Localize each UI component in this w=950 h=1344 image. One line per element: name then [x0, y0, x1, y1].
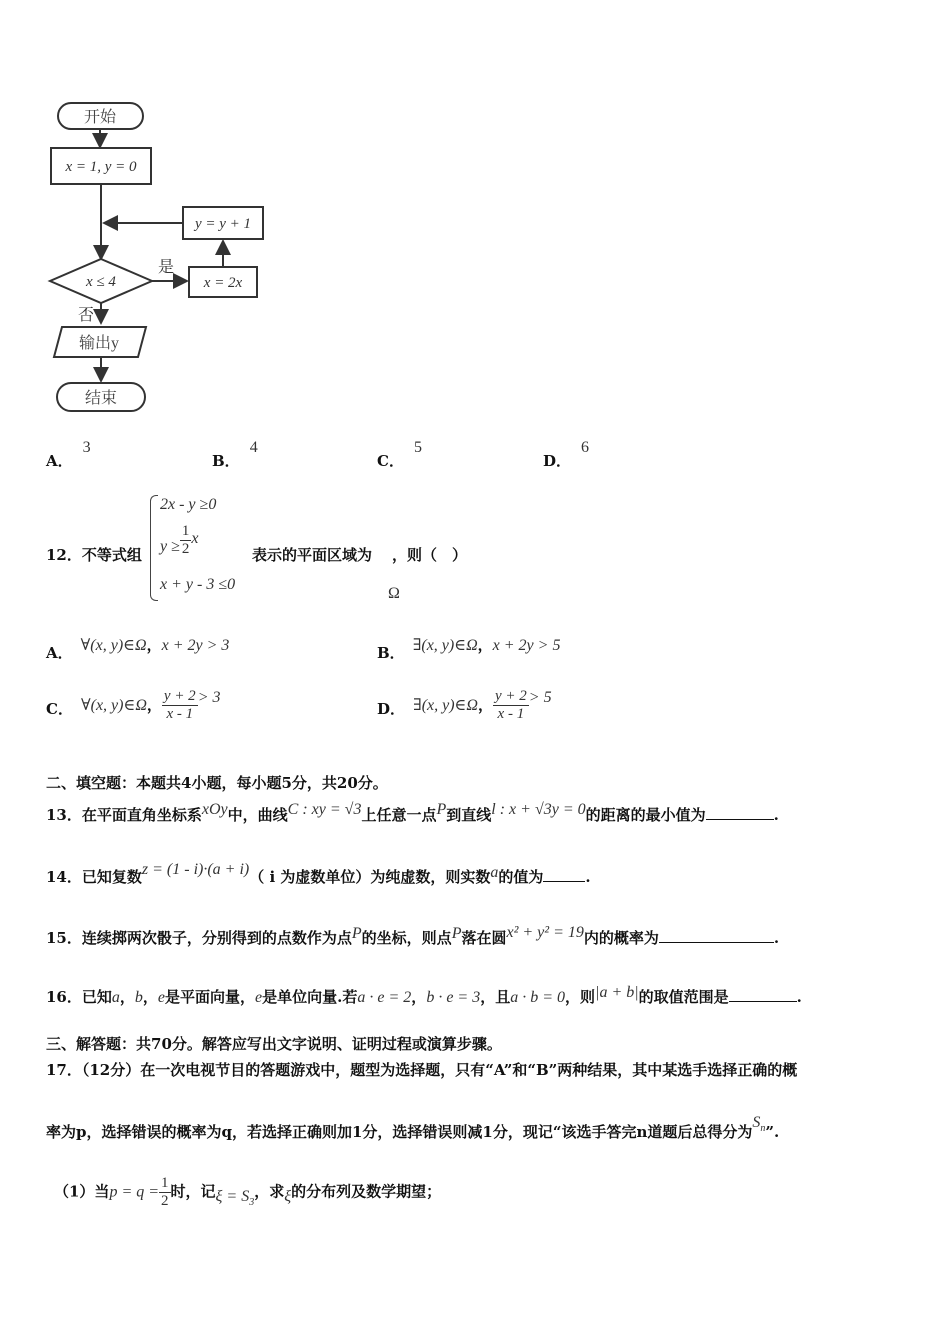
q15-number: 15．	[46, 929, 82, 947]
q16-m3: e	[157, 989, 166, 1006]
q13	[46, 801, 779, 825]
q16-m4: e	[255, 989, 263, 1006]
q12-option-d-cmp: > 5	[528, 689, 552, 706]
q12-stem	[46, 544, 142, 565]
q17-part1-d: 的分布列及数学期望；	[291, 1182, 442, 1201]
q16-t6: 的取值范围是	[638, 988, 729, 1006]
q12-option-d-num: y + 2	[494, 688, 527, 704]
q17-part1-b: 时，记	[170, 1182, 216, 1201]
q14-t2: （ i 为虚数单位）为纯虚数，则实数	[249, 868, 491, 886]
q17-part1-m1: p = q =	[109, 1183, 160, 1201]
flow-start-text: 开始	[83, 109, 117, 126]
q17-part1-m3: ξ	[284, 1187, 292, 1205]
q12-option-d-label: D．	[377, 700, 406, 718]
q17-sn-sub: n	[760, 1123, 766, 1135]
q17-line-1: 17．（12分）在一次电视节目的答题游戏中，题型为选择题，只有“A”和“B”两种结果，其中某选手选择正确的概	[46, 1061, 798, 1079]
q12-option-c	[46, 688, 220, 723]
q17-line-2	[46, 1114, 780, 1144]
q11-option-d	[543, 436, 590, 470]
q11-option-c-label: C．	[377, 452, 404, 470]
q12-option-d-quant: ∃(x, y)∈Ω	[413, 697, 478, 714]
q14-t1: 已知复数	[81, 868, 142, 886]
q12-option-d-comma: ，	[477, 696, 493, 714]
q16-t1: 已知	[81, 988, 112, 1006]
q14-m2: a	[490, 864, 499, 881]
q12-option-b-quant: ∃(x, y)∈Ω	[412, 637, 478, 654]
flow-end-text: 结束	[84, 390, 118, 407]
q13-m4: l : x + √3y = 0	[491, 801, 586, 818]
flow-yes-label: 是	[157, 259, 175, 276]
q16-m1: a	[111, 989, 120, 1006]
q16	[46, 986, 802, 1007]
q11-option-a	[46, 436, 91, 470]
q12-option-b-cond: x + 2y > 5	[492, 637, 561, 654]
q12-option-b-comma: ，	[477, 636, 493, 654]
q12-region-text: 表示的平面区域为	[252, 546, 373, 564]
q15-t2: 的坐标，则点	[361, 929, 452, 947]
q16-m5: a · e = 2	[357, 989, 412, 1006]
q12-option-c-den: x - 1	[166, 706, 194, 722]
q16-end: .	[796, 988, 802, 1006]
q12-option-c-label: C．	[46, 700, 73, 718]
flow-output-text: 输出y	[78, 335, 120, 352]
q14-end: .	[585, 868, 591, 886]
q12-frac-num: 1	[181, 523, 190, 539]
q12-omega: Ω	[388, 585, 400, 602]
q12-system-fraction	[180, 523, 192, 558]
q17-part-1	[54, 1175, 441, 1210]
q14-m1: z = (1 - i)·(a + i)	[141, 861, 250, 878]
q12-option-a	[46, 634, 230, 662]
q17-part1-m2	[215, 1187, 255, 1208]
q16-comma-2: ，	[142, 988, 158, 1006]
q16-answer-blank[interactable]	[729, 987, 797, 1002]
q12-system-line-2	[160, 523, 199, 558]
q15-t4: 内的概率为	[583, 929, 659, 947]
q15-m3: x² + y² = 19	[506, 924, 584, 941]
q12-frac-var: x	[191, 530, 199, 547]
q13-m3: P	[436, 801, 447, 818]
q16-t3: 是单位向量.若	[262, 988, 358, 1006]
q12-option-d-den: x - 1	[497, 706, 525, 722]
q17-part1-num: 1	[161, 1175, 169, 1191]
q13-t4: 到直线	[446, 806, 492, 824]
q12-option-c-comma: ，	[146, 696, 162, 714]
q12-option-b-label: B．	[377, 644, 405, 662]
q12-option-d	[377, 688, 552, 723]
q12-frac-den: 2	[181, 541, 190, 557]
q11-option-c-value: 5	[413, 439, 422, 456]
q15-answer-blank[interactable]	[659, 928, 774, 943]
q17-sn-base: S	[752, 1114, 761, 1131]
q12-text-after	[252, 544, 467, 565]
q14-number: 14．	[46, 868, 82, 886]
q16-t4: ，且	[480, 988, 511, 1006]
q16-m6: b · e = 3	[426, 989, 481, 1006]
q15-end: .	[773, 929, 780, 947]
q13-m1: xOy	[201, 801, 228, 818]
q12-option-c-cmp: > 3	[197, 689, 221, 706]
flow-no-label: 否	[77, 307, 95, 324]
q13-t5: 的距离的最小值为	[585, 806, 706, 824]
q13-end: .	[773, 806, 779, 824]
q11-option-a-value: 3	[82, 439, 91, 456]
flow-update-x-text: x = 2x	[203, 275, 243, 291]
q13-t3: 上任意一点	[361, 806, 437, 824]
q12-option-a-quant: ∀(x, y)∈Ω	[80, 637, 147, 654]
q16-comma-3: ，	[411, 988, 427, 1006]
q15-t3: 落在圆	[461, 929, 507, 947]
q12-option-d-fraction	[493, 688, 529, 723]
q12-option-c-quant: ∀(x, y)∈Ω	[80, 697, 147, 714]
q12-option-a-comma: ，	[146, 636, 162, 654]
q11-option-d-label: D．	[543, 452, 572, 470]
q16-comma-1: ，	[119, 988, 135, 1006]
q12-option-c-fraction	[162, 688, 198, 723]
q17-part1-frac	[159, 1175, 171, 1210]
q15-m1: P	[351, 925, 362, 942]
q11-option-c	[377, 436, 422, 470]
q12-system-line-1: 2x - y ≥0	[160, 496, 217, 513]
q17-part1-m2-sub: 3	[249, 1196, 255, 1208]
q11-option-a-label: A．	[46, 452, 73, 470]
q16-t5: ，则	[565, 988, 596, 1006]
q14	[46, 861, 591, 887]
q12-option-a-label: A．	[46, 644, 73, 662]
q17-line-2b: ”.	[765, 1123, 780, 1141]
q13-t2: 中，曲线	[227, 806, 288, 824]
q11-option-d-value: 6	[581, 439, 590, 456]
q14-answer-blank[interactable]	[543, 867, 585, 882]
q13-t1: 在平面直角坐标系	[81, 806, 202, 824]
section-2-heading: 二、填空题：本题共4小题，每小题5分，共20分。	[46, 774, 388, 792]
flow-init-text: x = 1, y = 0	[65, 159, 137, 175]
q17-part1-c: ，求	[254, 1182, 285, 1201]
q16-m7: a · b = 0	[510, 989, 566, 1006]
q16-m2: b	[134, 989, 143, 1006]
q15	[46, 924, 780, 948]
q14-t3: 的值为	[498, 868, 544, 886]
q13-m2: C : xy = √3	[287, 801, 362, 818]
q12-text-before: 不等式组	[81, 546, 142, 564]
section-3-heading: 三、解答题：共70分。解答应写出文字说明、证明过程或演算步骤。	[46, 1035, 502, 1053]
q12-system-line-3: x + y - 3 ≤0	[160, 576, 236, 593]
q11-option-b-label: B．	[212, 452, 240, 470]
q16-number: 16．	[46, 988, 82, 1006]
q12-option-b	[377, 634, 561, 662]
q13-answer-blank[interactable]	[706, 805, 774, 820]
q15-t1: 连续掷两次骰子，分别得到的点数作为点	[81, 929, 352, 947]
q12-system-line-2-lhs: y ≥	[160, 538, 180, 555]
q12-system-brace	[150, 495, 158, 601]
q12-option-c-num: y + 2	[163, 688, 196, 704]
q13-number: 13．	[46, 806, 82, 824]
q17-part1-m2-base: ξ = S	[215, 1187, 250, 1205]
flowchart	[40, 95, 280, 420]
q16-t2: 是平面向量，	[165, 988, 256, 1006]
q12-option-a-cond: x + 2y > 3	[161, 637, 230, 654]
q11-option-b-value: 4	[249, 439, 258, 456]
q15-m2: P	[451, 925, 462, 942]
q12-then-text: ，则（ ）	[392, 546, 468, 564]
q17-part1-den: 2	[161, 1193, 169, 1209]
flow-condition-text: x ≤ 4	[86, 274, 116, 290]
flow-update-y-text: y = y + 1	[194, 216, 252, 232]
q12-number: 12．	[46, 546, 82, 564]
q17-part1-a: （1）当	[54, 1182, 110, 1201]
q16-m8: |a + b|	[595, 984, 639, 1001]
q11-option-b	[212, 436, 258, 470]
q17-sn	[752, 1114, 766, 1135]
q17-line-2a: 率为p，选择错误的概率为q，若选择正确则加1分，选择错误则减1分，现记“该选手答完n道题后总得分为	[46, 1123, 753, 1141]
